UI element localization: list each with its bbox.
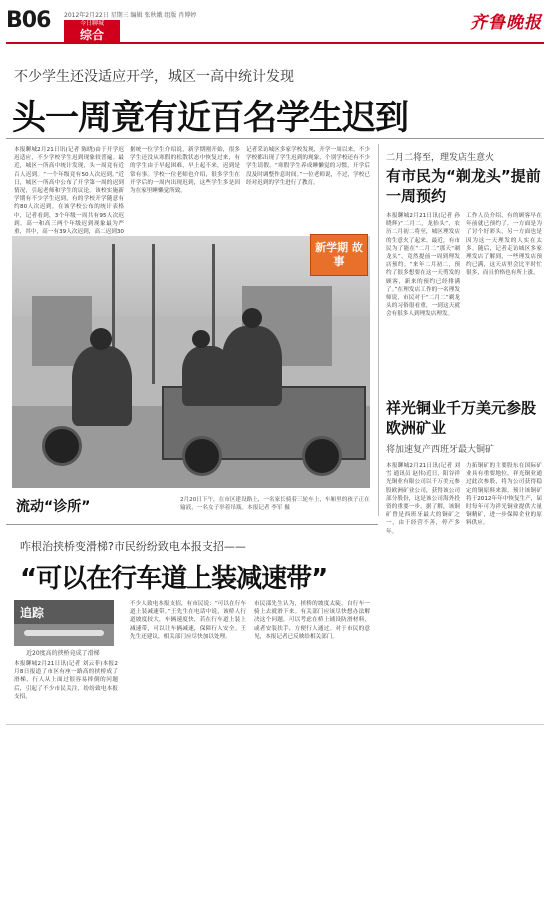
photo-caption-title: 流动“诊所” xyxy=(16,499,91,515)
side-story1-col2: 工作人员介绍，有的顾客早在年前就已预约了，一方面是为了讨个好彩头，另一方面也是因为这一天理发的人实在太多。随后，记者走访城区多家理发店了解到，一些理发店预约已满，这天店里会比平时忙很多，而且价格也有所上涨。 xyxy=(466,213,542,277)
photo-caption-text: 2月20日下午，在市区建设路上，一名家长骑着三轮车上，车厢里的孩子正在输液，一名女子举着吊瓶。本报记者 李军 摄 xyxy=(180,497,370,511)
photo-tree xyxy=(152,244,155,384)
main-story-col2: 据统一位学生介绍说，新学期刚开始，很多学生还没从寒假的松散状态中恢复过来，有的学生由于早起困难，早上起不来，迟到是常有事。学校一位老师也介绍，很多学生在开学后的一周内出现迟到，这些学生多是因为在家里睡懒觉所致。 xyxy=(130,147,240,195)
page-number: B06 xyxy=(6,8,51,33)
thumb-caption: 近20度高的挟桥竟成了滑梯 xyxy=(26,650,100,657)
column-separator xyxy=(378,144,379,516)
main-kicker: 不少学生还没适应开学，城区一高中统计发现 xyxy=(14,69,294,85)
lower-story-col3: 市民邵先生认为，挟桥的坡度太陡，自行车一骑上去就滑下来。有关部门应该尽快想办法解决这个问题，可以考虑在桥上铺设防滑材料，或者安装扶手，方便行人通过。对于市民的意见，本报记者已反映给相关部门。 xyxy=(254,601,370,640)
side-story1-col1: 本报聊城2月21日讯(记者 孙晓辉)“二月二，龙抬头”，农历二月初二将至，城区理发店的生意火了起来。最近，有市民为了能在“二月二”那天“剃龙头”，竟然提前一周到理发店预约。“来年二月初二，预约了很多想要在这一天剪发的顾客，新来的预约已经排满了。”在理发店工作的一名理发师说，市民对于“二月二”剃龙头的习俗很看重，一到这天就会有很多人到理发店理发。 xyxy=(386,213,460,318)
section-tab xyxy=(64,20,164,40)
main-story-col1: 本报聊城2月21日讯(记者 陈晓)由于开学迟迟适应，不少学校学生迟到现象较普遍。最近，城区一所高中统计发现，头一周竟有近百人迟到。“一个年级竟有50人次迟到。”近日，城区一所高中公布了开学第一周的迟到情况，引起老师和学生的议论。该校实施新学期有不少学生迟到，有的学校开学随意有约80人次迟到。在该学校公布的统计表格中，记者看到，3个年级一周共有95人次迟到，高一和高三两个年级迟到现象最为严重，其中，高一有39人次迟到，高二迟到30 xyxy=(14,147,124,236)
lower-story-divider xyxy=(6,524,378,525)
headline-divider xyxy=(6,138,544,139)
photo-rider xyxy=(72,346,132,426)
page-bottom-rule xyxy=(6,724,544,725)
lower-story-col2: 不少人致电本报支招，有市民说：“可以在行车道上装减速带。”王先生在电话中说，该桥人行道坡度较大，车辆速度快，若在行车道上装上减速带，可以让车辆减速，保障行人安全。王先生还建议，相关部门应尽快加以处理。 xyxy=(130,601,246,640)
masthead xyxy=(6,6,546,42)
thumb-speed-bump xyxy=(24,630,104,636)
photo-wheel xyxy=(42,426,82,466)
photo-wheel xyxy=(182,436,222,476)
side-story1-kicker: 二月二将至，理发店生意火 xyxy=(386,153,495,163)
photo-woman xyxy=(222,326,282,406)
section-name: 综合 xyxy=(64,28,120,42)
issue-meta: 2012年2月22日 星期三 编辑 张秋娥 组版 肖博婷 xyxy=(64,12,197,19)
side-story2-subtitle: 将加速复产西班牙最大铜矿 xyxy=(386,445,495,455)
newspaper-logo: 齐鲁晚报 xyxy=(470,13,542,33)
main-story-col3: 记者采访城区多家学校发现，开学一周以来，不少学校都出现了学生迟到的现象，个别学校还有不少学生请假。“寒假学生养成睡懒觉的习惯，开学后没及时调整作息时间。”一位老师说，不过，学校已经对迟到的学生进行了教育。 xyxy=(246,147,370,186)
lower-story-thumbnail xyxy=(14,600,114,646)
main-headline: 头一周竟有近百名学生迟到 xyxy=(12,98,408,138)
side-story2-col1: 本报聊城2月21日讯(记者 刘雪 通讯员 赵伟)近日，阳谷祥光铜业有限公司以千万美元参股欧洲矿业公司，获得该公司部分股份，这是该公司海外投资的重要一步。据了解，该铜矿曾是西班牙最大的铜矿之一，由于经营不善，停产多年。 xyxy=(386,463,460,535)
lower-story-kicker: 咋根治挟桥变滑梯?市民纷纷致电本报支招—— xyxy=(20,540,246,553)
header-divider xyxy=(6,42,544,44)
lower-story-col1: 本报聊城2月21日讯(记者 刘云菲)本报2月8日报道了市区有座一路高的挟桥成了滑梯，行人从上面过很容易摔倒的问题后，引起了不少市民关注，纷纷致电本报支招。 xyxy=(14,661,118,700)
photo-child-head xyxy=(192,330,210,348)
side-story2-col2: 力拓铜矿的主要股东在国际矿业具有重要地位，祥光铜业通过此次参股，将为公司获得稳定的铜原料来源。预计该铜矿将于2012年年中恢复生产，届时每年可为祥光铜业提供大量铜精矿，进一步保障企业的原料供应。 xyxy=(466,463,542,527)
side-story1-title: 有市民为“剃龙头”提前一周预约 xyxy=(386,167,541,205)
thumb-badge: 追踪 xyxy=(20,606,45,620)
lower-story-headline: “可以在行车道上装减速带” xyxy=(20,564,328,594)
series-stamp: 新学期 故事 xyxy=(310,234,368,276)
section-top-label: 今日聊城 xyxy=(64,20,120,28)
photo-wheel xyxy=(302,436,342,476)
photo-rider-head xyxy=(90,328,112,350)
side-story2-title: 祥光铜业千万美元参股欧洲矿业 xyxy=(386,399,537,437)
photo-woman-head xyxy=(242,308,262,328)
